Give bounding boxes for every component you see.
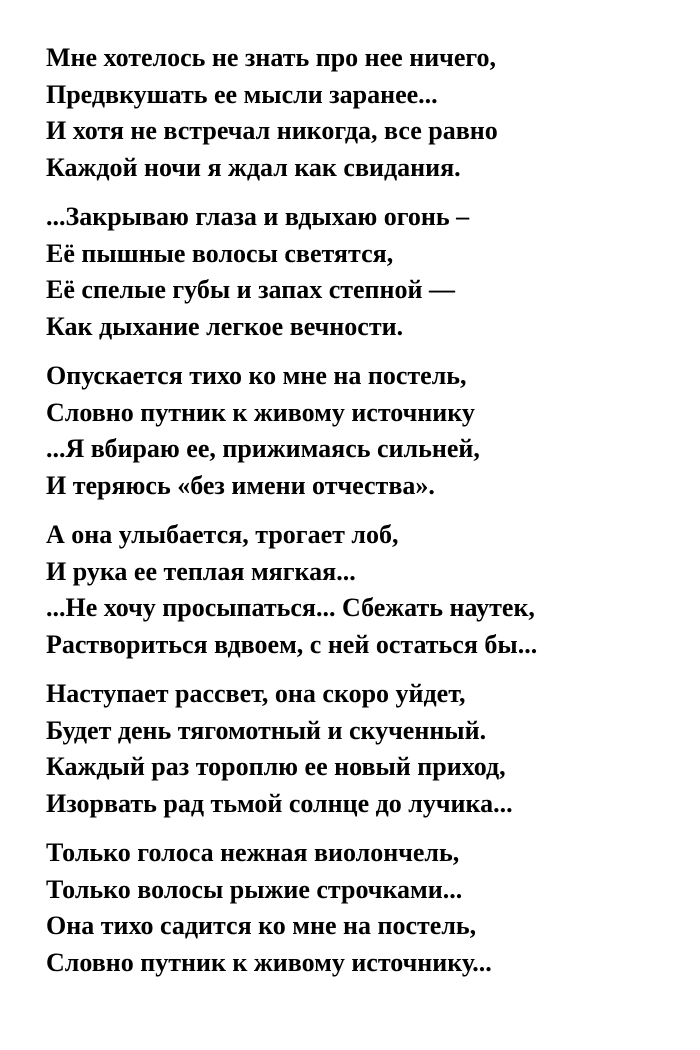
- stanza-6: [46, 835, 686, 981]
- poem-line: Мне хотелось не знать про нее ничего,: [46, 43, 497, 72]
- poem-line: Раствориться вдвоем, с ней остаться бы...: [46, 629, 538, 659]
- stanza-5: [46, 676, 686, 822]
- poem-line: Только волосы рыжие строчками...: [46, 874, 463, 904]
- poem-line: Предвкушать ее мысли заранее...: [46, 79, 438, 109]
- poem-line: Опускается тихо ко мне на постель,: [46, 361, 467, 390]
- poem-line: И рука ее теплая мягкая...: [46, 556, 356, 586]
- poem-line: Словно путник к живому источнику: [46, 397, 475, 427]
- poem-line: Она тихо садится ко мне на постель,: [46, 911, 477, 940]
- stanza-3: [46, 358, 686, 504]
- poem-line: И теряюсь «без имени отчества».: [46, 470, 435, 500]
- poem-line: ...Я вбираю ее, прижимаясь сильней,: [46, 434, 480, 463]
- poem-line: Как дыхание легкое вечности.: [46, 311, 404, 341]
- poem-line: Изорвать рад тьмой солнце до лучика...: [46, 788, 513, 818]
- stanza-1: [46, 40, 686, 186]
- poem-line: Каждой ночи я ждал как свидания.: [46, 152, 461, 182]
- stanza-2: [46, 199, 686, 345]
- poem-line: Словно путник к живому источнику...: [46, 947, 492, 977]
- poem-line: ...Закрываю глаза и вдыхаю огонь –: [46, 202, 470, 231]
- stanza-4: [46, 517, 686, 663]
- poem-line: Будет день тягомотный и скученный.: [46, 715, 487, 745]
- poem-line: Её спелые губы и запах степной —: [46, 275, 455, 304]
- poem-line: ...Не хочу просыпаться... Сбежать наутек,: [46, 593, 535, 622]
- poem-text: [46, 40, 686, 994]
- poem-line: И хотя не встречал никогда, все равно: [46, 116, 498, 145]
- poem-line: Её пышные волосы светятся,: [46, 238, 394, 268]
- poem-line: Наступает рассвет, она скоро уйдет,: [46, 679, 466, 708]
- poem-line: Только голоса нежная виолончель,: [46, 838, 460, 867]
- poem-line: Каждый раз тороплю ее новый приход,: [46, 752, 506, 781]
- poem-line: А она улыбается, трогает лоб,: [46, 520, 399, 549]
